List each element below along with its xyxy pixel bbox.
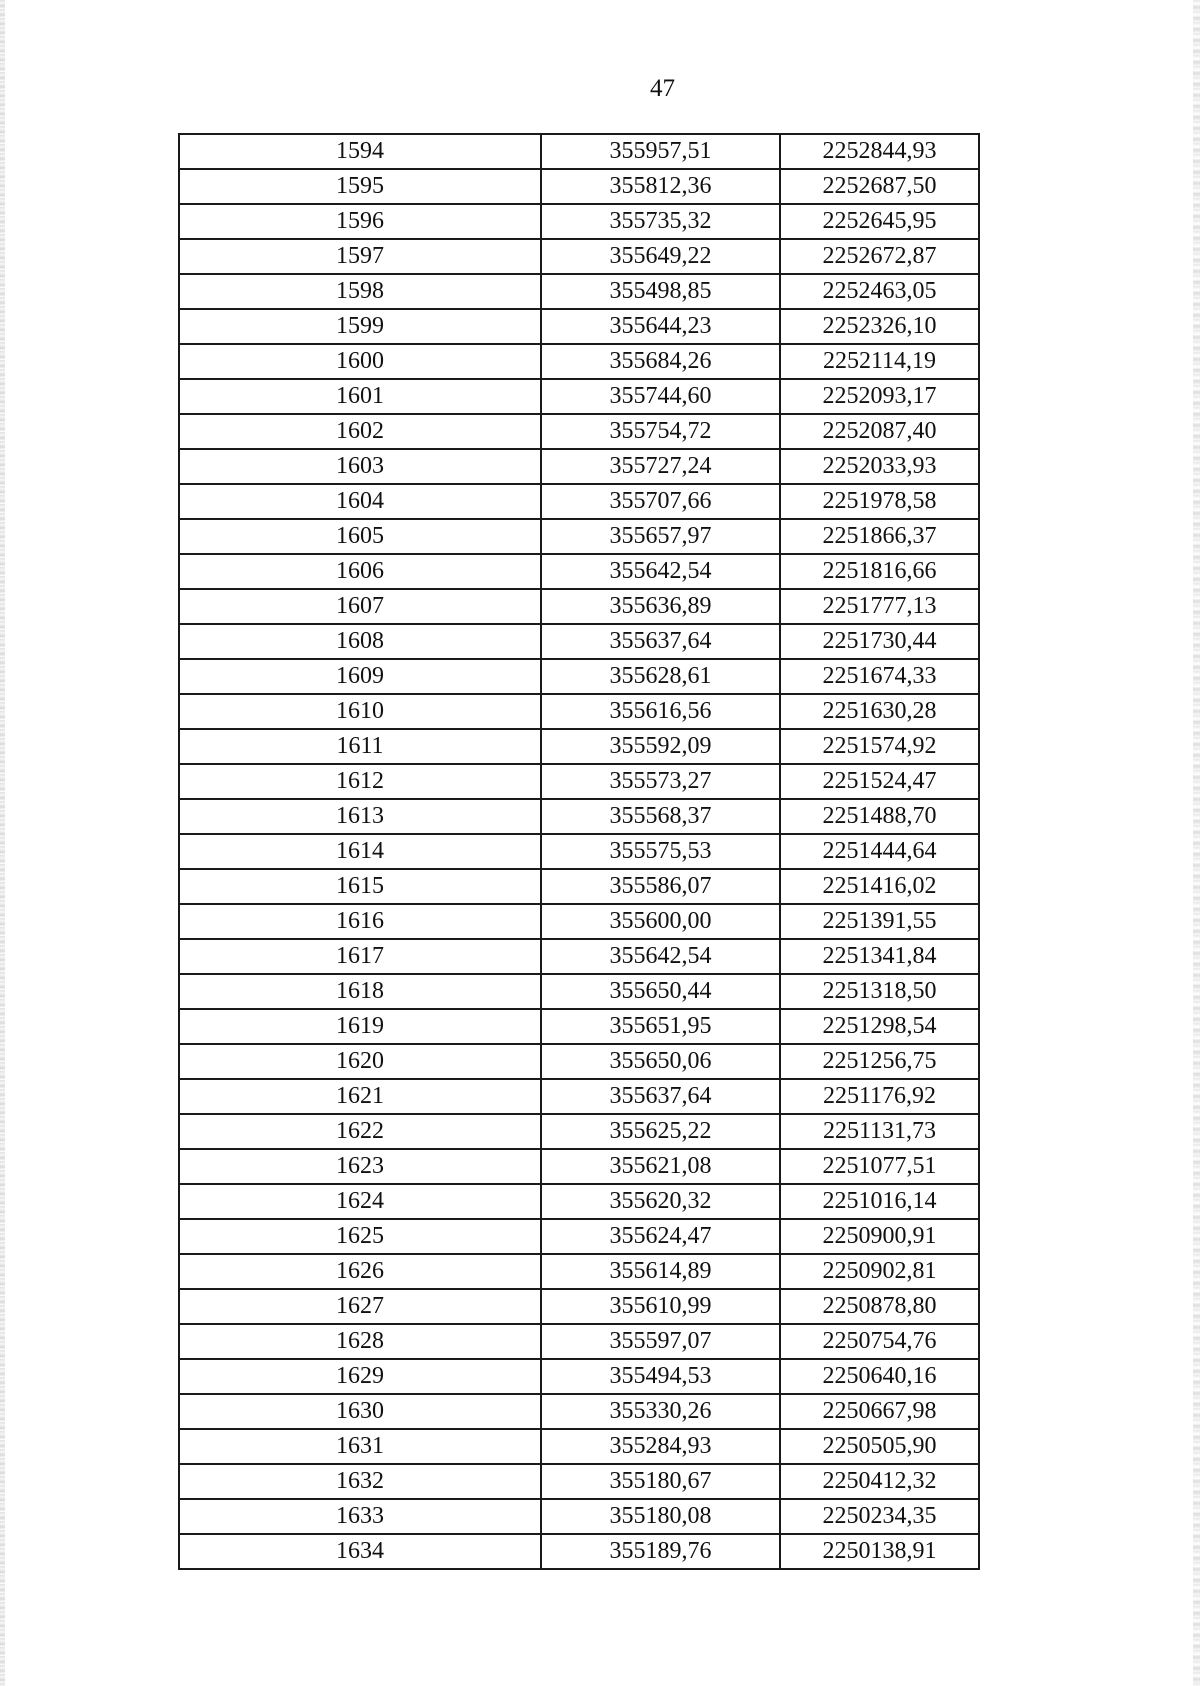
- point-number-cell: 1628: [179, 1324, 541, 1359]
- point-number-cell: 1605: [179, 519, 541, 554]
- point-number-cell: 1620: [179, 1044, 541, 1079]
- table-row: [179, 589, 979, 624]
- table-row: [179, 169, 979, 204]
- y-coordinate-cell: 2251777,13: [780, 589, 979, 624]
- scan-edge-left: [0, 0, 5, 1686]
- y-coordinate-cell: 2250234,35: [780, 1499, 979, 1534]
- point-number-cell: 1617: [179, 939, 541, 974]
- x-coordinate-cell: 355600,00: [541, 904, 780, 939]
- point-number-cell: 1632: [179, 1464, 541, 1499]
- table-row: [179, 694, 979, 729]
- point-number-cell: 1611: [179, 729, 541, 764]
- point-number-cell: 1615: [179, 869, 541, 904]
- point-number-cell: 1616: [179, 904, 541, 939]
- table-row: [179, 659, 979, 694]
- table-row: [179, 1534, 979, 1569]
- y-coordinate-cell: 2251574,92: [780, 729, 979, 764]
- table-row: [179, 1499, 979, 1534]
- x-coordinate-cell: 355684,26: [541, 344, 780, 379]
- table-row: [179, 1149, 979, 1184]
- x-coordinate-cell: 355812,36: [541, 169, 780, 204]
- point-number-cell: 1626: [179, 1254, 541, 1289]
- table-row: [179, 939, 979, 974]
- point-number-cell: 1604: [179, 484, 541, 519]
- x-coordinate-cell: 355620,32: [541, 1184, 780, 1219]
- y-coordinate-cell: 2251730,44: [780, 624, 979, 659]
- y-coordinate-cell: 2251416,02: [780, 869, 979, 904]
- table-row: [179, 834, 979, 869]
- coordinates-table-body: [179, 134, 979, 1569]
- x-coordinate-cell: 355650,44: [541, 974, 780, 1009]
- table-row: [179, 274, 979, 309]
- x-coordinate-cell: 355642,54: [541, 554, 780, 589]
- table-row: [179, 904, 979, 939]
- point-number-cell: 1606: [179, 554, 541, 589]
- table-row: [179, 449, 979, 484]
- x-coordinate-cell: 355649,22: [541, 239, 780, 274]
- x-coordinate-cell: 355586,07: [541, 869, 780, 904]
- table-row: [179, 869, 979, 904]
- point-number-cell: 1630: [179, 1394, 541, 1429]
- table-row: [179, 554, 979, 589]
- point-number-cell: 1621: [179, 1079, 541, 1114]
- table-row: [179, 484, 979, 519]
- point-number-cell: 1600: [179, 344, 541, 379]
- table-row: [179, 1254, 979, 1289]
- y-coordinate-cell: 2252844,93: [780, 134, 979, 169]
- y-coordinate-cell: 2252645,95: [780, 204, 979, 239]
- y-coordinate-cell: 2251488,70: [780, 799, 979, 834]
- x-coordinate-cell: 355284,93: [541, 1429, 780, 1464]
- x-coordinate-cell: 355744,60: [541, 379, 780, 414]
- table-row: [179, 1429, 979, 1464]
- x-coordinate-cell: 355610,99: [541, 1289, 780, 1324]
- y-coordinate-cell: 2251341,84: [780, 939, 979, 974]
- table-row: [179, 974, 979, 1009]
- table-row: [179, 729, 979, 764]
- table-row: [179, 624, 979, 659]
- x-coordinate-cell: 355650,06: [541, 1044, 780, 1079]
- point-number-cell: 1597: [179, 239, 541, 274]
- point-number-cell: 1612: [179, 764, 541, 799]
- y-coordinate-cell: 2250505,90: [780, 1429, 979, 1464]
- point-number-cell: 1602: [179, 414, 541, 449]
- table-row: [179, 414, 979, 449]
- x-coordinate-cell: 355628,61: [541, 659, 780, 694]
- x-coordinate-cell: 355189,76: [541, 1534, 780, 1569]
- table-row: [179, 204, 979, 239]
- x-coordinate-cell: 355637,64: [541, 624, 780, 659]
- point-number-cell: 1603: [179, 449, 541, 484]
- table-row: [179, 1394, 979, 1429]
- y-coordinate-cell: 2252114,19: [780, 344, 979, 379]
- y-coordinate-cell: 2251524,47: [780, 764, 979, 799]
- y-coordinate-cell: 2251816,66: [780, 554, 979, 589]
- x-coordinate-cell: 355957,51: [541, 134, 780, 169]
- point-number-cell: 1627: [179, 1289, 541, 1324]
- table-row: [179, 239, 979, 274]
- table-row: [179, 344, 979, 379]
- point-number-cell: 1625: [179, 1219, 541, 1254]
- x-coordinate-cell: 355707,66: [541, 484, 780, 519]
- point-number-cell: 1596: [179, 204, 541, 239]
- x-coordinate-cell: 355621,08: [541, 1149, 780, 1184]
- x-coordinate-cell: 355498,85: [541, 274, 780, 309]
- y-coordinate-cell: 2252087,40: [780, 414, 979, 449]
- table-row: [179, 1464, 979, 1499]
- y-coordinate-cell: 2251318,50: [780, 974, 979, 1009]
- table-row: [179, 309, 979, 344]
- point-number-cell: 1623: [179, 1149, 541, 1184]
- x-coordinate-cell: 355494,53: [541, 1359, 780, 1394]
- point-number-cell: 1610: [179, 694, 541, 729]
- y-coordinate-cell: 2251978,58: [780, 484, 979, 519]
- table-row: [179, 1289, 979, 1324]
- point-number-cell: 1599: [179, 309, 541, 344]
- table-row: [179, 1324, 979, 1359]
- x-coordinate-cell: 355625,22: [541, 1114, 780, 1149]
- point-number-cell: 1614: [179, 834, 541, 869]
- point-number-cell: 1629: [179, 1359, 541, 1394]
- y-coordinate-cell: 2251298,54: [780, 1009, 979, 1044]
- point-number-cell: 1633: [179, 1499, 541, 1534]
- x-coordinate-cell: 355624,47: [541, 1219, 780, 1254]
- x-coordinate-cell: 355592,09: [541, 729, 780, 764]
- point-number-cell: 1601: [179, 379, 541, 414]
- x-coordinate-cell: 355330,26: [541, 1394, 780, 1429]
- x-coordinate-cell: 355651,95: [541, 1009, 780, 1044]
- point-number-cell: 1595: [179, 169, 541, 204]
- x-coordinate-cell: 355642,54: [541, 939, 780, 974]
- y-coordinate-cell: 2251674,33: [780, 659, 979, 694]
- x-coordinate-cell: 355573,27: [541, 764, 780, 799]
- y-coordinate-cell: 2250412,32: [780, 1464, 979, 1499]
- x-coordinate-cell: 355727,24: [541, 449, 780, 484]
- point-number-cell: 1622: [179, 1114, 541, 1149]
- y-coordinate-cell: 2251077,51: [780, 1149, 979, 1184]
- y-coordinate-cell: 2252672,87: [780, 239, 979, 274]
- scan-edge-right: [1193, 0, 1200, 1686]
- y-coordinate-cell: 2250900,91: [780, 1219, 979, 1254]
- y-coordinate-cell: 2251256,75: [780, 1044, 979, 1079]
- point-number-cell: 1618: [179, 974, 541, 1009]
- y-coordinate-cell: 2250902,81: [780, 1254, 979, 1289]
- x-coordinate-cell: 355616,56: [541, 694, 780, 729]
- y-coordinate-cell: 2252326,10: [780, 309, 979, 344]
- x-coordinate-cell: 355614,89: [541, 1254, 780, 1289]
- point-number-cell: 1608: [179, 624, 541, 659]
- y-coordinate-cell: 2252687,50: [780, 169, 979, 204]
- x-coordinate-cell: 355180,08: [541, 1499, 780, 1534]
- x-coordinate-cell: 355657,97: [541, 519, 780, 554]
- table-row: [179, 1079, 979, 1114]
- table-row: [179, 1044, 979, 1079]
- table-row: [179, 1219, 979, 1254]
- y-coordinate-cell: 2252093,17: [780, 379, 979, 414]
- y-coordinate-cell: 2251391,55: [780, 904, 979, 939]
- table-row: [179, 519, 979, 554]
- table-row: [179, 1184, 979, 1219]
- y-coordinate-cell: 2250878,80: [780, 1289, 979, 1324]
- table-row: [179, 379, 979, 414]
- point-number-cell: 1598: [179, 274, 541, 309]
- table-row: [179, 1114, 979, 1149]
- point-number-cell: 1619: [179, 1009, 541, 1044]
- y-coordinate-cell: 2251176,92: [780, 1079, 979, 1114]
- table-row: [179, 764, 979, 799]
- y-coordinate-cell: 2252033,93: [780, 449, 979, 484]
- y-coordinate-cell: 2250138,91: [780, 1534, 979, 1569]
- point-number-cell: 1609: [179, 659, 541, 694]
- y-coordinate-cell: 2251630,28: [780, 694, 979, 729]
- y-coordinate-cell: 2250754,76: [780, 1324, 979, 1359]
- y-coordinate-cell: 2252463,05: [780, 274, 979, 309]
- point-number-cell: 1631: [179, 1429, 541, 1464]
- point-number-cell: 1613: [179, 799, 541, 834]
- point-number-cell: 1624: [179, 1184, 541, 1219]
- y-coordinate-cell: 2251131,73: [780, 1114, 979, 1149]
- y-coordinate-cell: 2250667,98: [780, 1394, 979, 1429]
- coordinates-table: [178, 133, 980, 1570]
- y-coordinate-cell: 2251016,14: [780, 1184, 979, 1219]
- y-coordinate-cell: 2251866,37: [780, 519, 979, 554]
- y-coordinate-cell: 2251444,64: [780, 834, 979, 869]
- x-coordinate-cell: 355575,53: [541, 834, 780, 869]
- page-number: 47: [650, 75, 675, 102]
- point-number-cell: 1634: [179, 1534, 541, 1569]
- table-row: [179, 134, 979, 169]
- table-row: [179, 799, 979, 834]
- y-coordinate-cell: 2250640,16: [780, 1359, 979, 1394]
- x-coordinate-cell: 355637,64: [541, 1079, 780, 1114]
- x-coordinate-cell: 355180,67: [541, 1464, 780, 1499]
- x-coordinate-cell: 355568,37: [541, 799, 780, 834]
- point-number-cell: 1594: [179, 134, 541, 169]
- point-number-cell: 1607: [179, 589, 541, 624]
- coordinates-table-container: [178, 133, 980, 1570]
- x-coordinate-cell: 355644,23: [541, 309, 780, 344]
- table-row: [179, 1359, 979, 1394]
- x-coordinate-cell: 355735,32: [541, 204, 780, 239]
- x-coordinate-cell: 355597,07: [541, 1324, 780, 1359]
- table-row: [179, 1009, 979, 1044]
- x-coordinate-cell: 355754,72: [541, 414, 780, 449]
- x-coordinate-cell: 355636,89: [541, 589, 780, 624]
